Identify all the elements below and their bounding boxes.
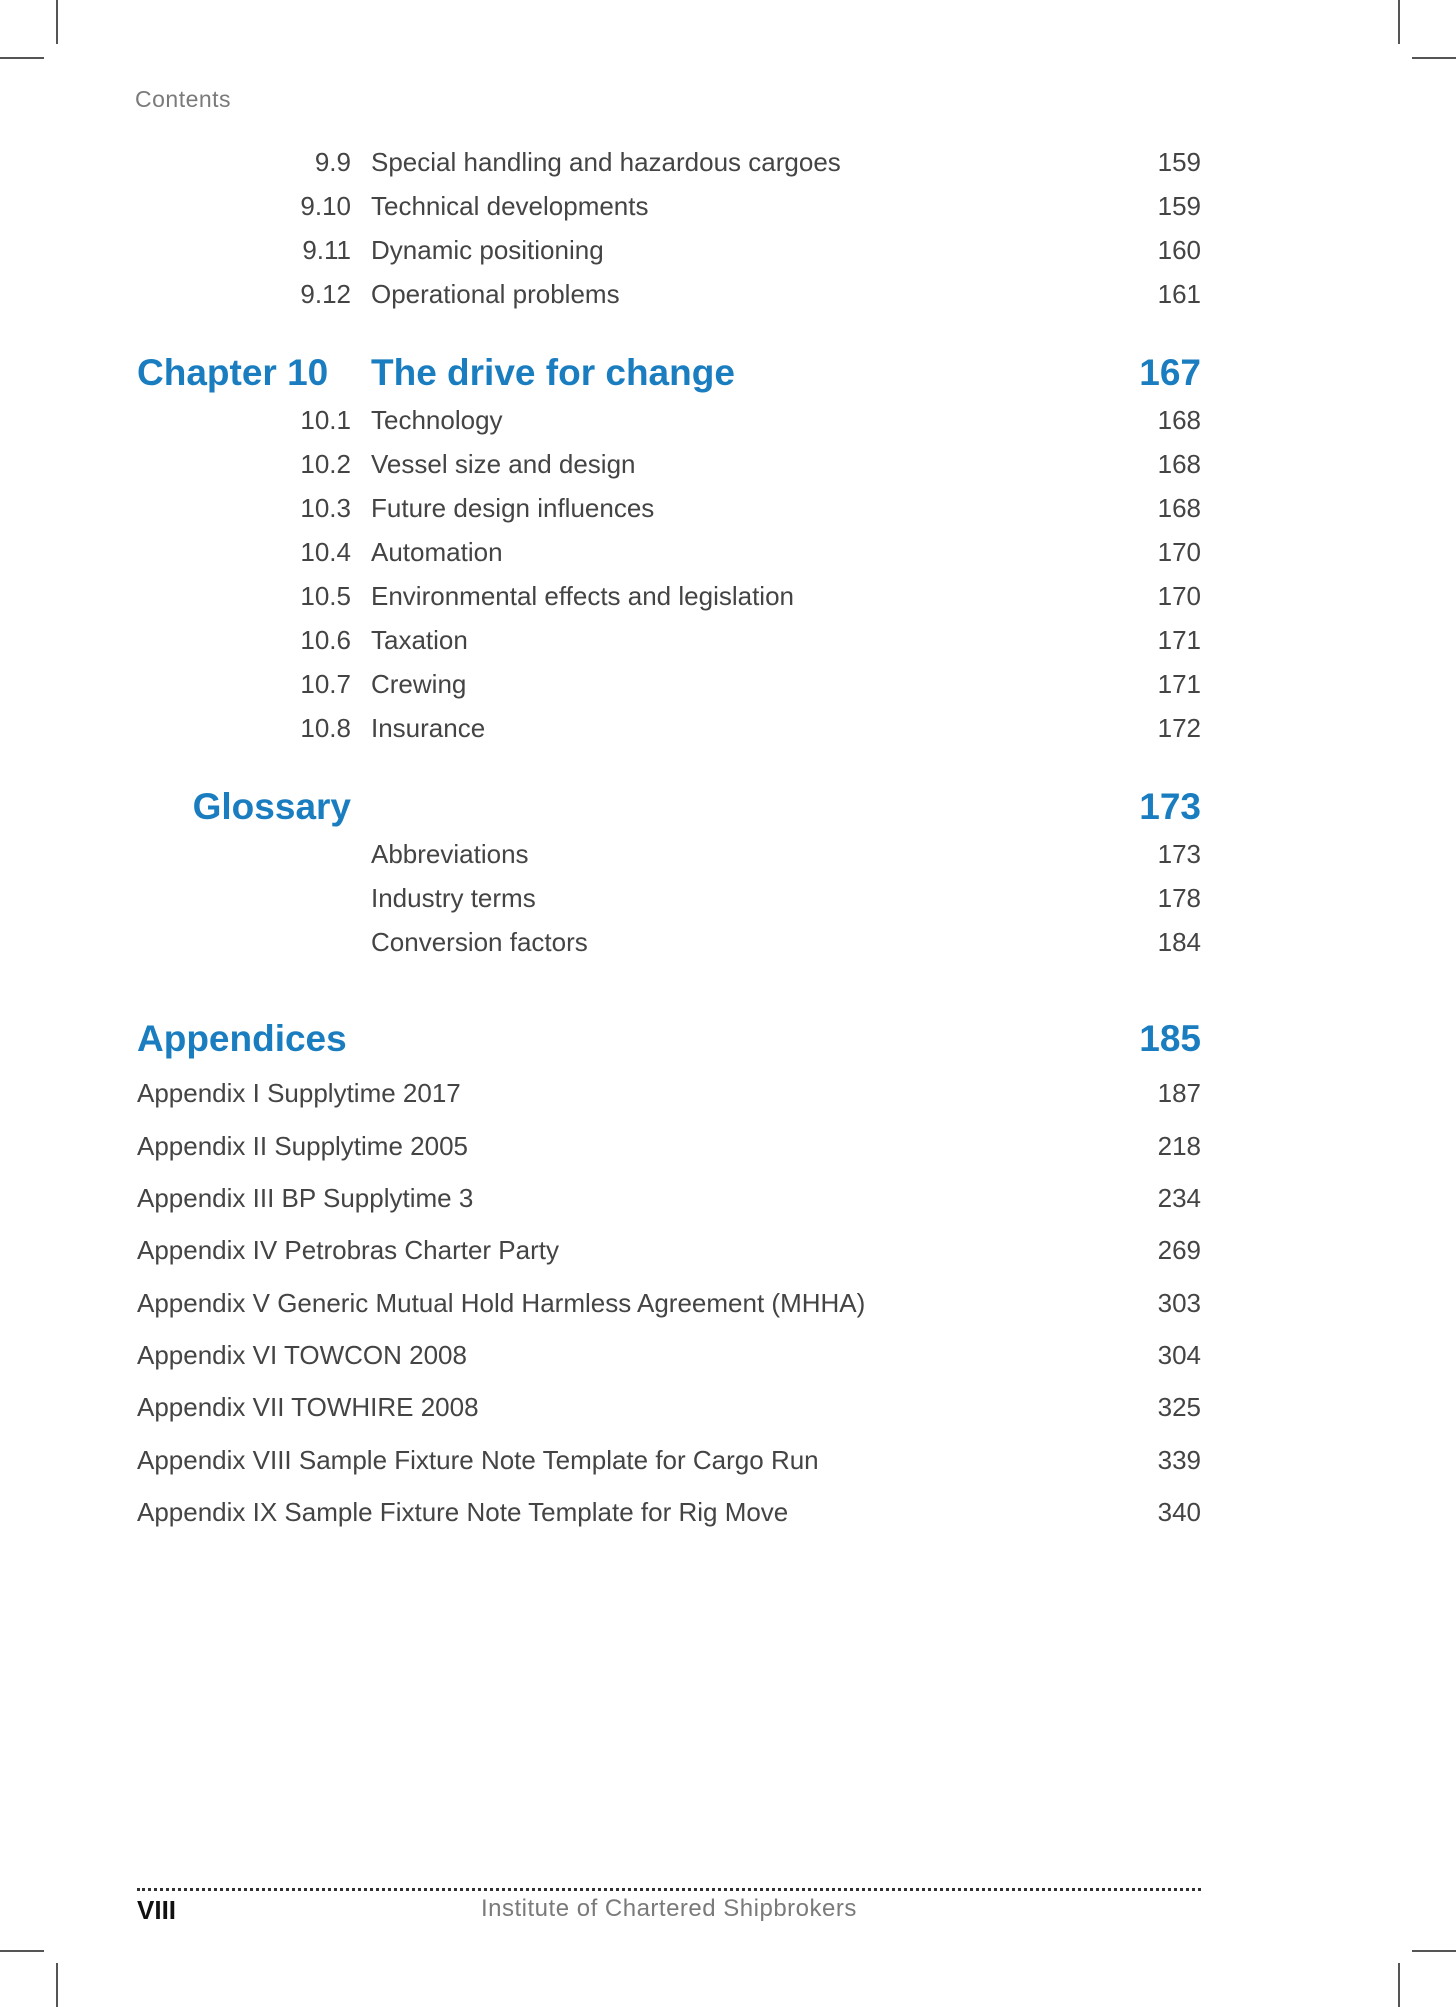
entry-number: 9.9 [314, 147, 351, 177]
entry-number: 10.3 [300, 493, 351, 523]
entry-title: Appendix V Generic Mutual Hold Harmless Agreement (MHHA) [137, 1288, 866, 1318]
toc-entry[interactable] [0, 405, 1456, 449]
entry-number: 10.5 [300, 581, 351, 611]
toc-entry[interactable] [0, 1131, 1456, 1175]
chapter-heading[interactable] [0, 352, 1456, 402]
entry-page: 168 [1157, 493, 1201, 523]
entry-number: 10.2 [300, 449, 351, 479]
toc-entry[interactable] [0, 927, 1456, 971]
toc-entry[interactable] [0, 279, 1456, 323]
toc-entry[interactable] [0, 537, 1456, 581]
entry-page: 170 [1157, 537, 1201, 567]
chapter-label: Chapter 10 [137, 352, 329, 393]
entry-title: Environmental effects and legislation [371, 581, 794, 611]
entry-title: Taxation [371, 625, 468, 655]
entry-page: 171 [1157, 669, 1201, 699]
footer-publisher: Institute of Chartered Shipbrokers [481, 1895, 857, 1922]
toc-entry[interactable] [0, 449, 1456, 493]
entry-page: 172 [1157, 713, 1201, 743]
toc-entry[interactable] [0, 147, 1456, 191]
entry-page: 168 [1157, 405, 1201, 435]
entry-title: Insurance [371, 713, 486, 743]
toc-entry[interactable] [0, 1392, 1456, 1436]
entry-title: Appendix IV Petrobras Charter Party [137, 1235, 559, 1265]
toc-entry[interactable] [0, 1445, 1456, 1489]
chapter-title: The drive for change [371, 352, 735, 393]
entry-number: 10.7 [300, 669, 351, 699]
glossary-heading[interactable] [0, 786, 1456, 836]
entry-number: 10.1 [300, 405, 351, 435]
crop-mark [0, 1950, 44, 1952]
crop-mark [56, 0, 58, 44]
folio: VIII [137, 1895, 177, 1925]
toc-entry[interactable] [0, 1235, 1456, 1279]
entry-title: Technology [371, 405, 503, 435]
entry-title: Abbreviations [371, 839, 529, 869]
crop-mark [56, 1963, 58, 2007]
entry-title: Appendix I Supplytime 2017 [137, 1078, 461, 1108]
entry-title: Future design influences [371, 493, 655, 523]
entry-number: 9.11 [302, 235, 351, 265]
entry-page: 234 [1157, 1183, 1201, 1213]
entry-title: Appendix VI TOWCON 2008 [137, 1340, 467, 1370]
entry-page: 171 [1157, 625, 1201, 655]
toc-entry[interactable] [0, 713, 1456, 757]
entry-number: 10.6 [300, 625, 351, 655]
entry-title: Conversion factors [371, 927, 588, 957]
toc-entry[interactable] [0, 625, 1456, 669]
toc-entry[interactable] [0, 235, 1456, 279]
entry-title: Operational problems [371, 279, 620, 309]
chapter-page: 167 [1139, 352, 1201, 393]
entry-page: 304 [1157, 1340, 1201, 1370]
toc-entry[interactable] [0, 1497, 1456, 1541]
entry-page: 170 [1157, 581, 1201, 611]
entry-page: 161 [1157, 279, 1201, 309]
entry-page: 269 [1157, 1235, 1201, 1265]
toc-entry[interactable] [0, 1340, 1456, 1384]
entry-title: Technical developments [371, 191, 649, 221]
entry-page: 168 [1157, 449, 1201, 479]
running-head: Contents [135, 86, 232, 112]
appendices-label: Appendices [137, 1018, 347, 1059]
glossary-page: 173 [1139, 786, 1201, 827]
crop-mark [1412, 1950, 1456, 1952]
footer-rule [137, 1888, 1201, 1891]
entry-page: 178 [1157, 883, 1201, 913]
entry-title: Appendix IX Sample Fixture Note Template for Rig Move [137, 1497, 789, 1527]
appendices-page: 185 [1139, 1018, 1201, 1059]
entry-page: 159 [1157, 191, 1201, 221]
crop-mark [1412, 57, 1456, 59]
entry-title: Crewing [371, 669, 467, 699]
entry-page: 325 [1157, 1392, 1201, 1422]
toc-entry[interactable] [0, 1288, 1456, 1332]
entry-title: Automation [371, 537, 503, 567]
toc-entry[interactable] [0, 669, 1456, 713]
entry-number: 9.12 [300, 279, 351, 309]
toc-entry[interactable] [0, 493, 1456, 537]
entry-page: 173 [1157, 839, 1201, 869]
entry-number: 10.8 [300, 713, 351, 743]
entry-title: Appendix II Supplytime 2005 [137, 1131, 468, 1161]
entry-page: 340 [1157, 1497, 1201, 1527]
toc-entry[interactable] [0, 581, 1456, 625]
entry-title: Special handling and hazardous cargoes [371, 147, 841, 177]
entry-page: 160 [1157, 235, 1201, 265]
entry-title: Appendix VIII Sample Fixture Note Template for Cargo Run [137, 1445, 819, 1475]
entry-title: Dynamic positioning [371, 235, 604, 265]
toc-entry[interactable] [0, 191, 1456, 235]
entry-title: Vessel size and design [371, 449, 636, 479]
toc-entry[interactable] [0, 883, 1456, 927]
entry-page: 184 [1157, 927, 1201, 957]
entry-number: 10.4 [300, 537, 351, 567]
glossary-label: Glossary [192, 786, 351, 827]
toc-entry[interactable] [0, 839, 1456, 883]
toc-entry[interactable] [0, 1078, 1456, 1122]
entry-title: Appendix VII TOWHIRE 2008 [137, 1392, 479, 1422]
entry-page: 187 [1157, 1078, 1201, 1108]
crop-mark [1398, 0, 1400, 44]
entry-page: 218 [1157, 1131, 1201, 1161]
entry-title: Industry terms [371, 883, 536, 913]
entry-page: 159 [1157, 147, 1201, 177]
entry-title: Appendix III BP Supplytime 3 [137, 1183, 474, 1213]
entry-number: 9.10 [300, 191, 351, 221]
crop-mark [0, 57, 44, 59]
toc-entry[interactable] [0, 1183, 1456, 1227]
appendices-heading[interactable] [0, 1018, 1456, 1068]
crop-mark [1398, 1963, 1400, 2007]
entry-page: 339 [1157, 1445, 1201, 1475]
entry-page: 303 [1157, 1288, 1201, 1318]
